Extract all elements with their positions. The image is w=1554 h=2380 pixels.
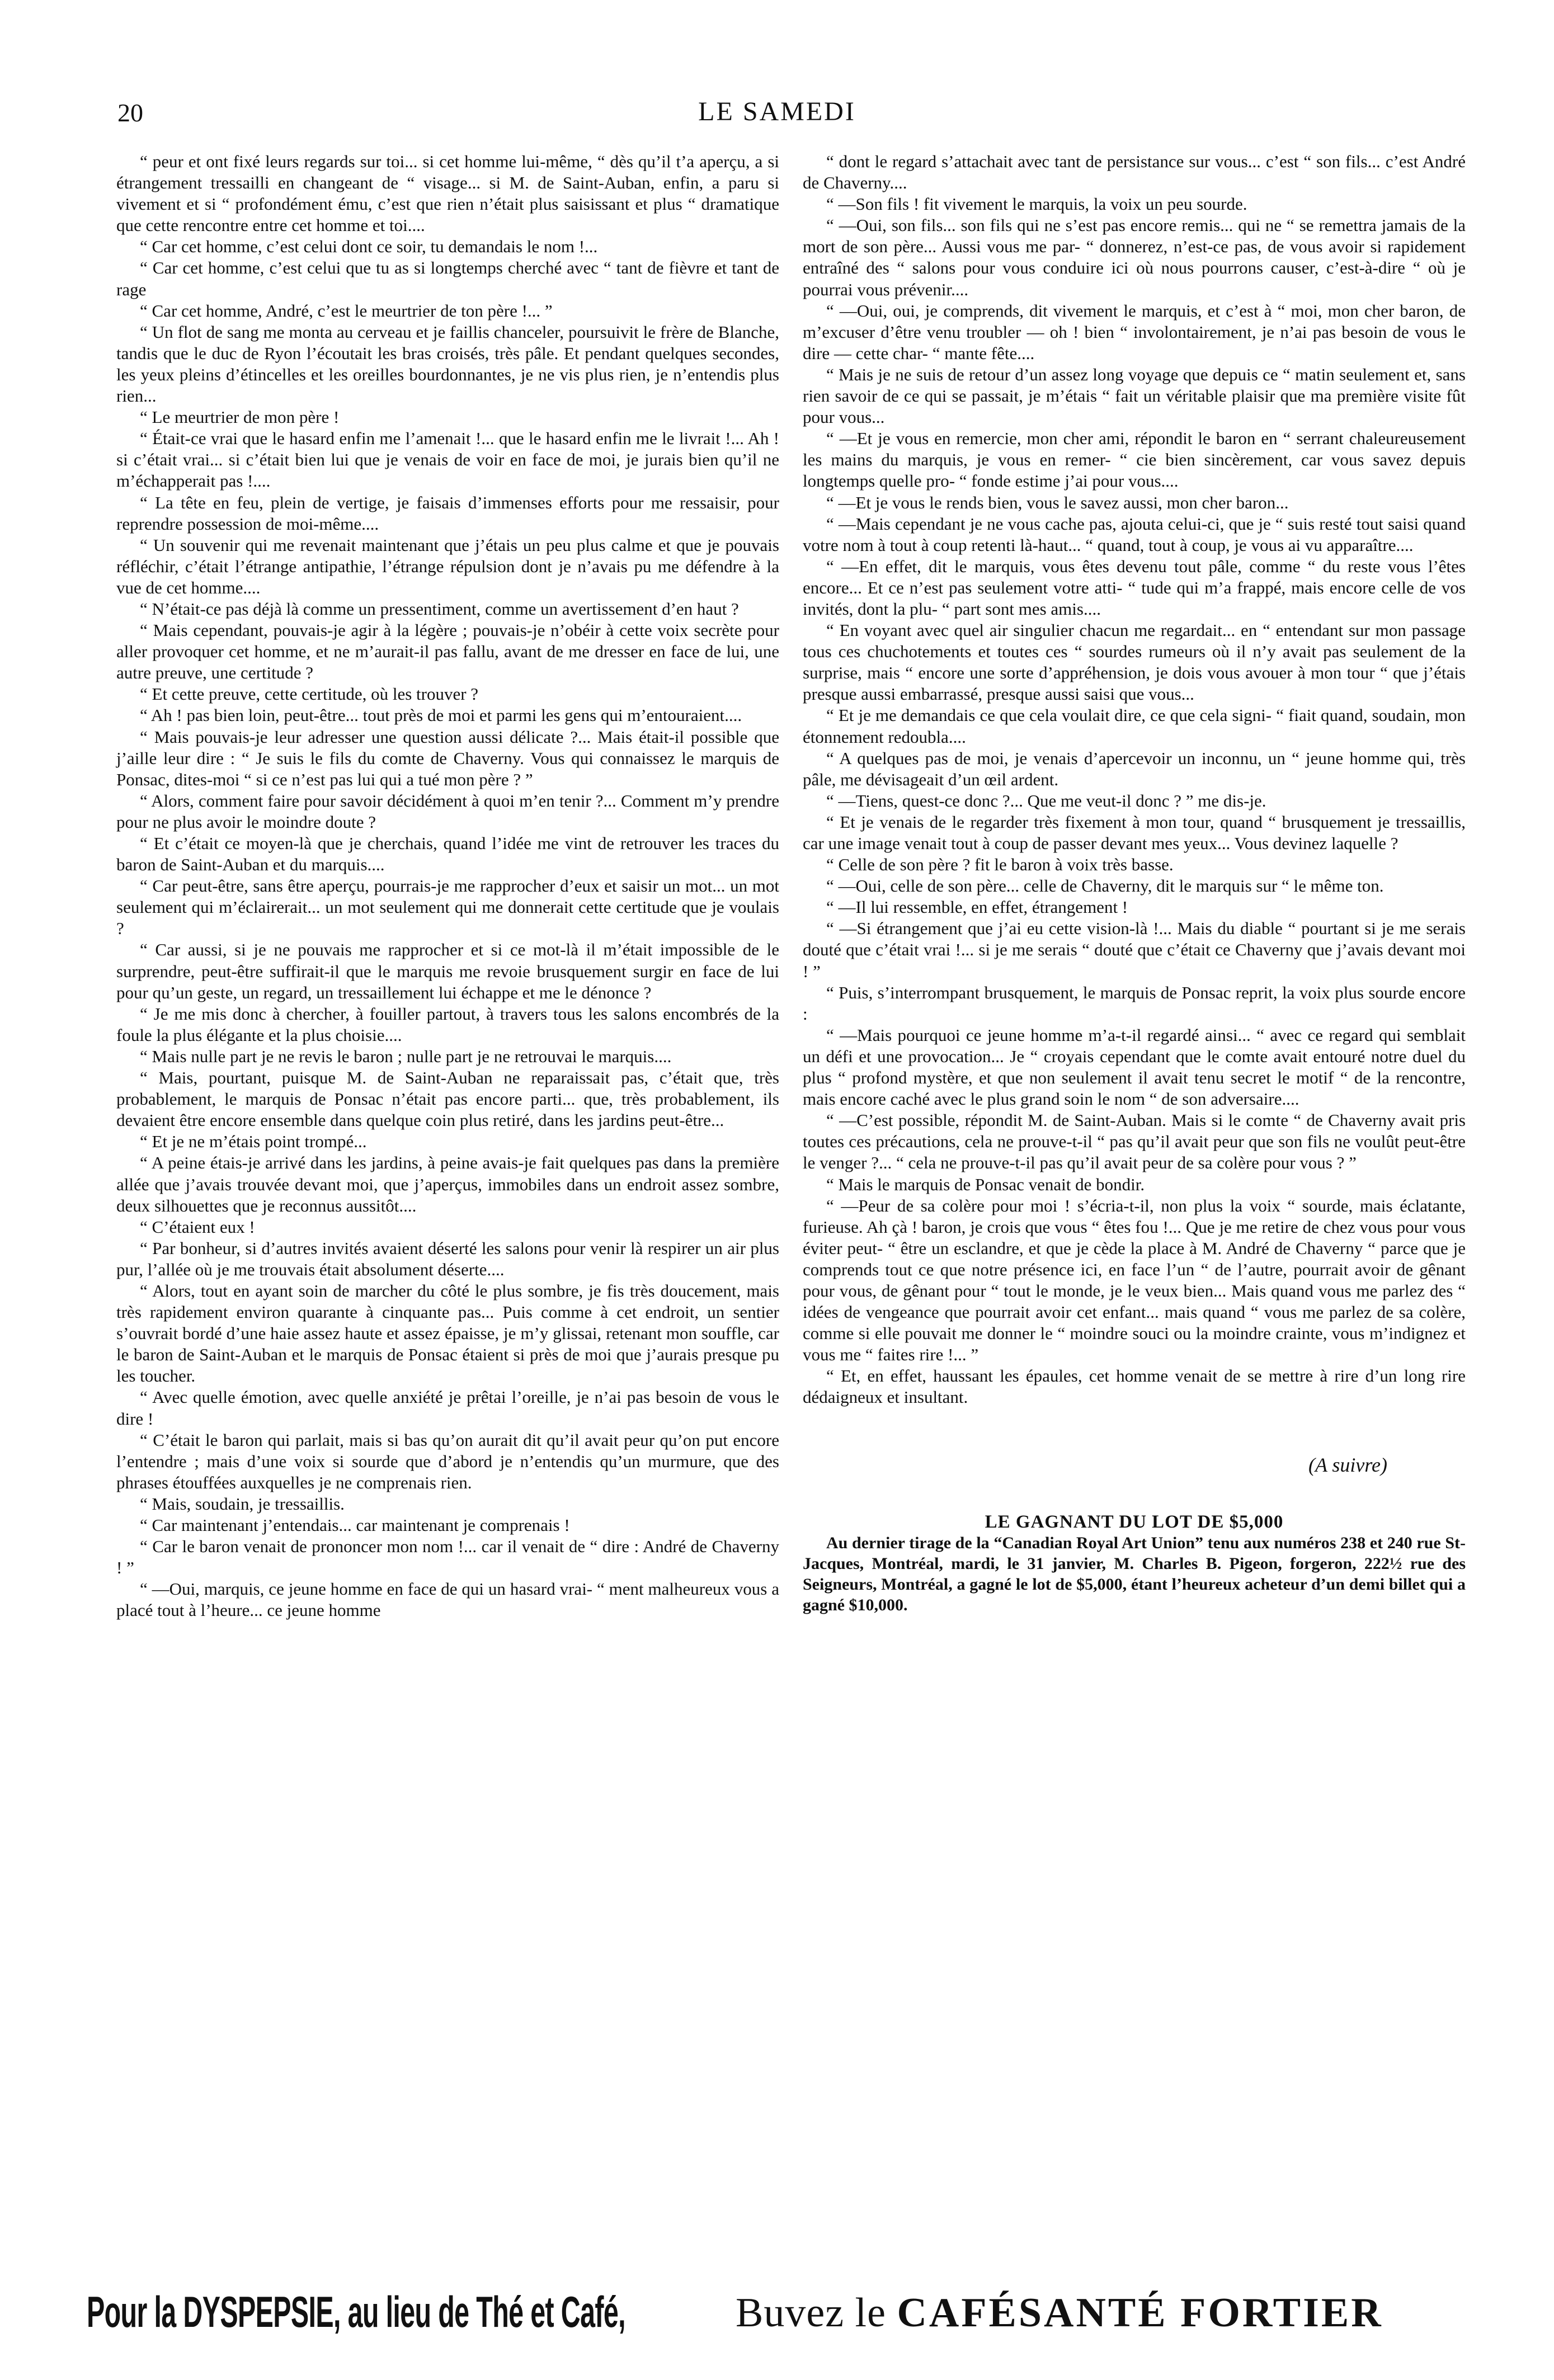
right-column [803, 151, 1466, 1615]
paragraph: “ —Et je vous le rends bien, vous le savez aussi, mon cher baron... [826, 492, 1289, 512]
paragraph: “ Car maintenant j’entendais... car maintenant je comprenais ! [140, 1515, 570, 1535]
paragraph: “ Et c’était ce moyen-là que je cherchais, quand l’idée me vint de retrouver les traces du baron de Saint-Auban et du marquis.... [116, 833, 779, 875]
paragraph: “ Car aussi, si je ne pouvais me rapprocher et si ce mot-là il m’était impossible de le surprendre, peut-être suffirait-il que le marquis me revoie brusquement surgir en face de lui pour qu’un geste, un regard, un tressaillement lui échappe et me le dénonce ? [116, 940, 779, 1002]
paragraph: “ Et je me demandais ce que cela voulait dire, ce que cela signi- “ fiait quand, soudain, mon étonnement redoubla.... [803, 705, 1466, 747]
ad-brand: CAFÉSANTÉ FORTIER [897, 2290, 1383, 2336]
page-number: 20 [117, 98, 143, 127]
right-column-paragraphs [803, 151, 1466, 1408]
paragraph: “ Car peut-être, sans être aperçu, pourrais-je me rapprocher d’eux et saisir un mot... un mot seulement qui m’éclairerait... un mot seulement qui me donnerait cette certitude que je voulais ? [116, 876, 779, 939]
paragraph: “ Et je ne m’étais point trompé... [140, 1132, 367, 1152]
paragraph: “ Par bonheur, si d’autres invités avaient déserté les salons pour venir là respirer un air plus pur, l’allée où je me trouvais était absolument déserte.... [116, 1238, 779, 1279]
paragraph: “ —Il lui ressemble, en effet, étrangement ! [826, 897, 1128, 917]
paragraph: “ Mais, soudain, je tressaillis. [140, 1493, 345, 1514]
paragraph: “ Le meurtrier de mon père ! [140, 407, 340, 427]
paragraph: “ C’était le baron qui parlait, mais si bas qu’on aurait dit qu’il avait peur qu’on put encore l’entendre ; mais d’une voix si sourde que d’abord je n’entendis qu’un murmure, que des phrases étouffées auxquelles je ne comprenais rien. [116, 1430, 779, 1492]
paragraph: “ Puis, s’interrompant brusquement, le marquis de Ponsac reprit, la voix plus sourde encore : [803, 982, 1466, 1024]
paragraph: “ —Oui, celle de son père... celle de Chaverny, dit le marquis sur “ le même ton. [826, 876, 1384, 896]
paragraph: “ Car le baron venait de prononcer mon nom !... car il venait de “ dire : André de Chaverny ! ” [116, 1537, 779, 1578]
paragraph: “ Était-ce vrai que le hasard enfin me l’amenait !... que le hasard enfin me le livrait !... Ah ! si c’était vrai... si c’était bien lui que je venais de voir en face de moi, je jurais bien qu’il ne m’échapperait pas !.... [116, 428, 779, 491]
paragraph: “ A peine étais-je arrivé dans les jardins, à peine avais-je fait quelques pas dans la première allée que j’avais trouvée devant moi, que j’aperçus, immobiles dans un endroit assez sombre, deux silhouettes que je reconnus aussitôt.... [116, 1153, 779, 1215]
notice-title: LE GAGNANT DU LOT DE $5,000 [985, 1511, 1284, 1532]
running-title: LE SAMEDI [698, 97, 856, 126]
paragraph: “ Alors, tout en ayant soin de marcher du côté le plus sombre, je fis très doucement, mais très rapidement environ quarante à cinquante pas... Puis comme à cet endroit, un sentier s’ouvrait bordé d’une haie assez haute et assez épaisse, je m’y glissai, retenant mon souffle, car le baron de Saint-Auban et le marquis de Ponsac étaient si près de moi que j’aurais presque pu les toucher. [116, 1280, 779, 1386]
paragraph: “ Alors, comment faire pour savoir décidément à quoi m’en tenir ?... Comment m’y prendre pour ne plus avoir le moindre doute ? [116, 790, 779, 832]
paragraph: “ Un souvenir qui me revenait maintenant que j’étais un peu plus calme et que je pouvais réfléchir, c’était l’étrange antipathie, l’étrange répulsion dont je n’avais pu me défendre à la vue de cet homme.... [116, 535, 779, 597]
paragraph: “ N’était-ce pas déjà là comme un pressentiment, comme un avertissement d’en haut ? [140, 598, 739, 619]
paragraph: “ Mais je ne suis de retour d’un assez long voyage que depuis ce “ matin seulement et, sans rien savoir de ce qui se passait, je m’étais “ fait un véritable plaisir que ma première visite fût pour vous... [803, 364, 1466, 427]
paragraph: “ —Oui, marquis, ce jeune homme en face de qui un hasard vrai- “ ment malheureux vous a placé tout à l’heure... ce jeune homme [116, 1579, 779, 1620]
advertisement-banner [87, 2287, 1474, 2348]
paragraph: “ Mais pouvais-je leur adresser une question aussi délicate ?... Mais était-il possible que j’aille leur dire : “ Je suis le fils du comte de Chaverny. Vous qui connaissez le marquis de Ponsac, dites-moi “ si ce n’est pas lui qui a tué mon père ? ” [116, 727, 779, 789]
paragraph: “ Mais, pourtant, puisque M. de Saint-Auban ne reparaissait pas, c’était que, très probablement, le marquis de Ponsac n’était pas encore parti... que, très probablement, ils devaient être encore ensemble dans quelque coin plus retiré, dans les jardins peut-être... [116, 1068, 779, 1130]
paragraph: “ —C’est possible, répondit M. de Saint-Auban. Mais si le comte “ de Chaverny avait pris toutes ces précautions, cela ne prouve-t-il “ pas qu’il avait peur que son fils ne voulût peut-être le venger ?... “ cela ne prouve-t-il pas qu’il avait peur de sa colère pour vous ? ” [803, 1110, 1466, 1173]
paragraph: “ La tête en feu, plein de vertige, je faisais d’immenses efforts pour me ressaisir, pour reprendre possession de moi-même.... [116, 492, 779, 534]
paragraph: “ Un flot de sang me monta au cerveau et je faillis chanceler, poursuivit le frère de Blanche, tandis que le duc de Ryon l’écoutait les bras croisés, très pâle. Et pendant quelques secondes, les yeux pleins d’étincelles et les oreilles bourdonnantes, je ne vis plus rien, je n’entendis plus rien... [116, 322, 779, 406]
paragraph: “ —Oui, son fils... son fils qui ne s’est pas encore remis... qui ne “ se remettra jamais de la mort de son père... Aussi vous me par- “ donnerez, n’est-ce pas, de vous avoir si rapidement entraîné des “ salons pour vous conduire ici où nous pourrons causer, c’est-à-dire “ où je pourrai vous prévenir.... [803, 215, 1466, 299]
paragraph: “ Et cette preuve, cette certitude, où les trouver ? [140, 684, 479, 704]
paragraph: “ Et, en effet, haussant les épaules, cet homme venait de se mettre à rire d’un long rire dédaigneux et insultant. [803, 1366, 1466, 1407]
paragraph: “ —Oui, oui, je comprends, dit vivement le marquis, et c’est à “ moi, mon cher baron, de m’excuser d’être venu troubler — oh ! bien “ involontairement, je n’ai pas besoin de vous le dire — cette char- “ mante fête.... [803, 300, 1466, 363]
paragraph: “ —Son fils ! fit vivement le marquis, la voix un peu sourde. [826, 194, 1247, 214]
paragraph: “ —Et je vous en remercie, mon cher ami, répondit le baron en “ serrant chaleureusement les mains du marquis, je vous en remer- “ cie bien sincèrement, car vous savez depuis longtemps quelle pro- “ fonde estime j’ai pour vous.... [803, 428, 1466, 491]
paragraph: “ C’étaient eux ! [140, 1217, 255, 1237]
paragraph: “ Celle de son père ? fit le baron à voix très basse. [826, 855, 1174, 875]
paragraph: “ Avec quelle émotion, avec quelle anxiété je prêtai l’oreille, je n’ai pas besoin de vous le dire ! [116, 1387, 779, 1429]
paragraph: “ Car cet homme, André, c’est le meurtrier de ton père !... ” [140, 300, 553, 321]
ad-part-one: Pour la DYSPEPSIE, au lieu de Thé et Café, [87, 2287, 625, 2336]
paragraph: “ Je me mis donc à chercher, à fouiller partout, à travers tous les salons encombrés de la foule la plus élégante et la plus choisie.... [116, 1003, 779, 1045]
ad-part-two [736, 2289, 1383, 2337]
paragraph: “ Mais le marquis de Ponsac venait de bondir. [826, 1174, 1145, 1194]
to-be-continued: (A suivre) [1308, 1453, 1387, 1476]
paragraph: “ —Peur de sa colère pour moi ! s’écria-t-il, non plus la voix “ sourde, mais éclatante, furieuse. Ah çà ! baron, je crois que vous “ êtes fou !... Que je me retire de chez vous pour vous éviter peut- “ être un esclandre, et que je cède la place à M. André de Chaverny “ parce que je comprends tout ce que notre présence ici, en face l’un “ de l’autre, pourrait avoir de gênant pour vous, de gênant pour “ tout le monde, je le veux bien... Mais quand vous me parlez des “ idées de vengeance que pourrait avoir cet enfant... mais quand “ vous me parlez de sa colère, comme si elle pouvait me donner le “ moindre souci ou la moindre crainte, vous m’indignez et vous me “ faites rire !... ” [803, 1195, 1466, 1365]
left-column [116, 151, 779, 1621]
paragraph: “ —En effet, dit le marquis, vous êtes devenu tout pâle, comme “ du reste vous l’êtes encore... Et ce n’est pas seulement votre atti- “ tude qui m’a frappé, mais encore celle de vos invités, dont la plu- “ part sont mes amis.... [803, 556, 1466, 619]
notice-body: Au dernier tirage de la “Canadian Royal Art Union” tenu aux numéros 238 et 240 rue St-Jacques, Montréal, mardi, le 31 janvier, M. Charles B. Pigeon, forgeron, 222½ rue des Seigneurs, Montréal, a gagné le lot de $5,000, étant l’heureux acheteur d’un demi billet qui a gagné $10,000. [803, 1533, 1466, 1614]
paragraph: “ Ah ! pas bien loin, peut-être... tout près de moi et parmi les gens qui m’entouraient.... [140, 705, 742, 725]
paragraph: “ dont le regard s’attachait avec tant de persistance sur vous... c’est “ son fils... c’est André de Chaverny.... [803, 152, 1466, 193]
paragraph: “ —Si étrangement que j’ai eu cette vision-là !... Mais du diable “ pourtant si je me serais douté que c’était vrai !... si je me serais “ douté que c’était ce Chaverny que j’avais devant moi ! ” [803, 918, 1466, 981]
paragraph: “ Mais cependant, pouvais-je agir à la légère ; pouvais-je n’obéir à cette voix secrète pour aller provoquer cet homme, et ne m’aurait-il pas fallu, avant de me dresser en face de lui, une autre preuve, une certitude ? [116, 620, 779, 683]
ad-prefix: Buvez le [736, 2290, 886, 2336]
paragraph: “ Mais nulle part je ne revis le baron ; nulle part je ne retrouvai le marquis.... [140, 1046, 672, 1066]
paragraph: “ Et je venais de le regarder très fixement à mon tour, quand “ brusquement je tressaillis, car une image venait tout à coup de passer devant mes yeux... Vous devinez laquelle ? [803, 812, 1466, 853]
paragraph: “ —Mais cependant je ne vous cache pas, ajouta celui-ci, que je “ suis resté tout saisi quand votre nom à tout à coup retenti là-haut... “ quand, tout à coup, je vous ai vu apparaître.... [803, 513, 1466, 555]
paragraph: “ Car cet homme, c’est celui que tu as si longtemps cherché avec “ tant de fièvre et tant de rage [116, 258, 779, 299]
paragraph: “ —Mais pourquoi ce jeune homme m’a-t-il regardé ainsi... “ avec ce regard qui semblait un défi et une provocation... Je “ croyais cependant que le comte avait entouré notre duel du plus “ profond mystère, et que non seulement il avait tenu secret le motif “ de la rencontre, mais encore caché avec le plus grand soin le nom “ de son adversaire.... [803, 1025, 1466, 1109]
paragraph: “ A quelques pas de moi, je venais d’apercevoir un inconnu, un “ jeune homme qui, très pâle, me dévisageait d’un œil ardent. [803, 748, 1466, 789]
paragraph: “ peur et ont fixé leurs regards sur toi... si cet homme lui-même, “ dès qu’il t’a aperçu, a si étrangement tressailli en changeant de “ visage... si M. de Saint-Auban, enfin, a paru si vivement et si “ profondément ému, c’est que rien n’était plus saisissant et plus “ dramatique que cette rencontre entre cet homme et toi.... [116, 152, 779, 235]
paragraph: “ —Tiens, quest-ce donc ?... Que me veut-il donc ? ” me dis-je. [826, 790, 1266, 810]
paragraph: “ En voyant avec quel air singulier chacun me regardait... en “ entendant sur mon passage tous ces chuchotements et toutes ces “ sourdes rumeurs où il n’y avait pas seulement de la surprise, mais “ encore une sorte d’appréhension, je dois vous avouer à mon tour “ que j’étais presque aussi embarrassé, presque aussi saisi que vous... [803, 620, 1466, 704]
paragraph: “ Car cet homme, c’est celui dont ce soir, tu demandais le nom !... [140, 237, 598, 257]
